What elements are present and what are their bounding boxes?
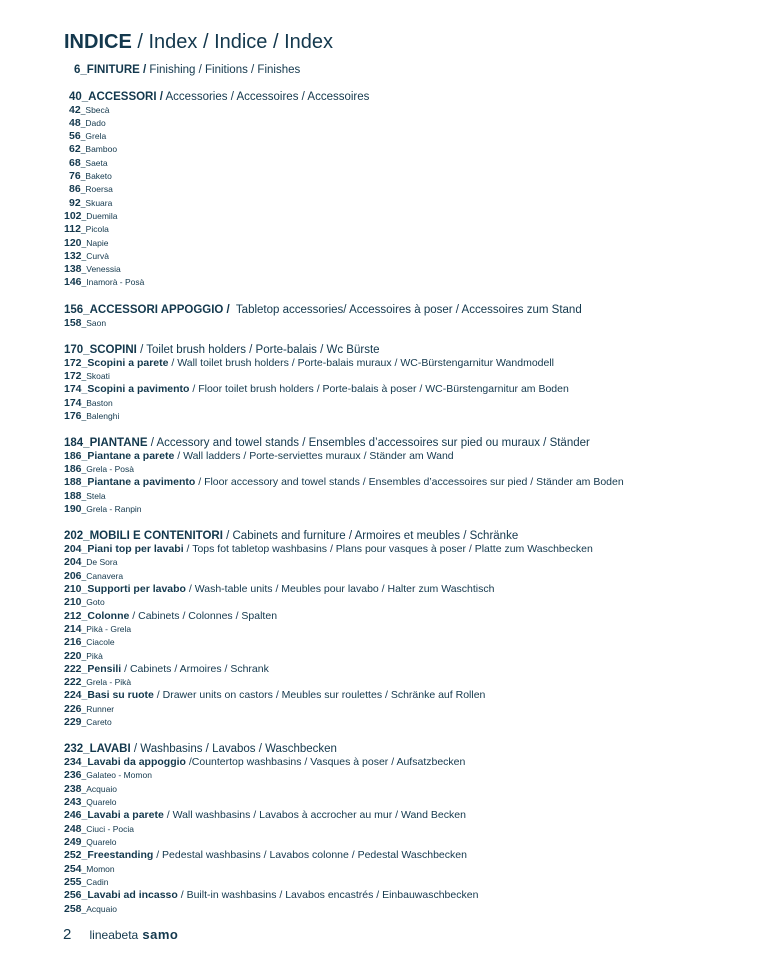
entry-number: 184_PIANTANE bbox=[64, 437, 148, 449]
entry-name: _Stela bbox=[81, 491, 106, 501]
index-entry bbox=[64, 676, 131, 689]
index-entry bbox=[69, 143, 117, 156]
entry-number: 204_Piani top per lavabi bbox=[64, 543, 184, 555]
entry-number: 62 bbox=[69, 143, 81, 155]
index-entry bbox=[64, 796, 117, 809]
entry-name: _Ciuci - Pocia bbox=[81, 824, 134, 834]
entry-number: 204 bbox=[64, 556, 82, 568]
index-entry bbox=[64, 383, 569, 396]
entry-name: _Momon bbox=[81, 864, 115, 874]
entry-name: _Runner bbox=[81, 704, 115, 714]
index-entry bbox=[64, 716, 112, 729]
index-entry bbox=[64, 703, 114, 716]
entry-number: 226 bbox=[64, 703, 82, 715]
entry-number: 174_Scopini a pavimento bbox=[64, 383, 190, 395]
entry-number: 40_ACCESSORI / bbox=[69, 91, 163, 103]
entry-name: _Acquaio bbox=[81, 904, 117, 914]
entry-name: _Duemila bbox=[81, 211, 118, 221]
entry-number: 252_Freestanding bbox=[64, 849, 154, 861]
entry-number: 42 bbox=[69, 104, 81, 116]
index-entry bbox=[64, 583, 494, 596]
entry-translation: / Washbasins / Lavabos / Waschbecken bbox=[130, 743, 337, 755]
entry-name: _Inamorà - Posà bbox=[81, 277, 145, 287]
entry-name: _Saon bbox=[81, 318, 107, 328]
entry-number: 238 bbox=[64, 783, 82, 795]
entry-translation: / Floor toilet brush holders / Porte-balais à poser / WC-Bürstengarnitur am Boden bbox=[189, 383, 569, 395]
index-entry bbox=[69, 170, 112, 183]
entry-number: 120 bbox=[64, 237, 82, 249]
index-entry bbox=[64, 663, 269, 676]
index-entry bbox=[64, 463, 134, 476]
index-entry bbox=[64, 263, 121, 276]
entry-name: _Skuara bbox=[80, 198, 113, 208]
entry-number: 172 bbox=[64, 370, 82, 382]
entry-number: 214 bbox=[64, 623, 82, 635]
entry-translation: / Wall washbasins / Lavabos à accrocher au mur / Wand Becken bbox=[163, 809, 466, 821]
index-entry bbox=[64, 450, 454, 463]
entry-number: 216 bbox=[64, 636, 82, 648]
entry-number: 174 bbox=[64, 397, 82, 409]
index-entry bbox=[69, 183, 113, 196]
entry-translation: / Wall toilet brush holders / Porte-balais muraux / WC-Bürstengarnitur Wandmodell bbox=[168, 357, 555, 369]
entry-number: 6_FINITURE / bbox=[74, 64, 147, 76]
brand-lineabeta: lineabeta bbox=[89, 928, 139, 942]
index-entry bbox=[64, 410, 119, 423]
entry-translation: Tabletop accessories/ Accessoires à poser / Accessoires zum Stand bbox=[229, 304, 582, 316]
entry-number: 229 bbox=[64, 716, 82, 728]
entry-number: 234_Lavabi da appoggio bbox=[64, 756, 186, 768]
index-entry bbox=[64, 596, 105, 609]
entry-number: 170_SCOPINI bbox=[64, 344, 137, 356]
entry-number: 86 bbox=[69, 183, 81, 195]
entry-name: _Ciacole bbox=[81, 637, 115, 647]
entry-number: 146 bbox=[64, 276, 82, 288]
index-entry bbox=[64, 610, 277, 623]
entry-name: _Goto bbox=[81, 597, 105, 607]
entry-name: _Pikà bbox=[81, 651, 103, 661]
entry-number: 48 bbox=[69, 117, 81, 129]
entry-name: _Grela - Ranpin bbox=[81, 504, 142, 514]
index-section bbox=[64, 529, 518, 543]
entry-number: 188 bbox=[64, 490, 82, 502]
entry-name: _Baketo bbox=[80, 171, 112, 181]
entry-number: 76 bbox=[69, 170, 81, 182]
entry-name: _Careto bbox=[81, 717, 112, 727]
entry-number: 176 bbox=[64, 410, 82, 422]
entry-number: 220 bbox=[64, 650, 82, 662]
index-entry bbox=[64, 210, 117, 223]
entry-translation: /Countertop washbasins / Vasques à poser / Aufsatzbecken bbox=[185, 756, 466, 768]
entry-translation: / Floor accessory and towel stands / Ensembles d’accessoires sur pied / Ständer am Boden bbox=[195, 476, 624, 488]
entry-number: 158 bbox=[64, 317, 82, 329]
index-entry bbox=[64, 783, 117, 796]
index-entry bbox=[69, 130, 106, 143]
footer bbox=[63, 925, 178, 945]
index-entry bbox=[64, 876, 108, 889]
entry-number: 222 bbox=[64, 676, 82, 688]
entry-name: _Grela bbox=[80, 131, 107, 141]
entry-number: 186_Piantane a parete bbox=[64, 450, 175, 462]
index-entry bbox=[69, 117, 106, 130]
index-entry bbox=[69, 197, 112, 210]
entry-number: 232_LAVABI bbox=[64, 743, 131, 755]
entry-number: 254 bbox=[64, 863, 82, 875]
index-entry bbox=[64, 650, 103, 663]
index-entry bbox=[64, 543, 593, 556]
entry-name: _Saeta bbox=[80, 158, 108, 168]
index-entry bbox=[64, 370, 110, 383]
index-section bbox=[64, 436, 590, 450]
index-entry bbox=[64, 836, 117, 849]
entry-translation: Accessories / Accessoires / Accessoires bbox=[162, 91, 370, 103]
entry-number: 186 bbox=[64, 463, 82, 475]
entry-number: 102 bbox=[64, 210, 82, 222]
index-entry bbox=[64, 756, 465, 769]
index-section bbox=[74, 63, 300, 77]
index-entry bbox=[64, 556, 117, 569]
entry-translation: / Tops fot tabletop washbasins / Plans pour vasques à poser / Platte zum Waschbecken bbox=[183, 543, 593, 555]
entry-name: _Balenghi bbox=[81, 411, 120, 421]
entry-number: 210_Supporti per lavabo bbox=[64, 583, 186, 595]
entry-translation: / Drawer units on castors / Meubles sur roulettes / Schränke auf Rollen bbox=[153, 689, 486, 701]
index-section bbox=[64, 742, 337, 756]
index-entry bbox=[64, 823, 134, 836]
index-entry bbox=[64, 769, 152, 782]
entry-name: _De Sora bbox=[81, 557, 118, 567]
entry-number: 246_Lavabi a parete bbox=[64, 809, 164, 821]
entry-number: 156_ACCESSORI APPOGGIO / bbox=[64, 304, 230, 316]
entry-number: 56 bbox=[69, 130, 81, 142]
entry-translation: / Toilet brush holders / Porte-balais / Wc Bürste bbox=[136, 344, 380, 356]
entry-name: _Grela - Pikà bbox=[81, 677, 132, 687]
entry-number: 258 bbox=[64, 903, 82, 915]
index-entry bbox=[64, 903, 117, 916]
entry-number: 210 bbox=[64, 596, 82, 608]
entry-name: _Venessia bbox=[81, 264, 121, 274]
entry-name: _Grela - Posà bbox=[81, 464, 134, 474]
entry-number: 222_Pensili bbox=[64, 663, 122, 675]
entry-number: 68 bbox=[69, 157, 81, 169]
brand-samo: samo bbox=[142, 927, 179, 942]
entry-number: 248 bbox=[64, 823, 82, 835]
entry-number: 224_Basi su ruote bbox=[64, 689, 154, 701]
entry-name: _Canavera bbox=[81, 571, 124, 581]
entry-number: 255 bbox=[64, 876, 82, 888]
entry-translation: / Built-in washbasins / Lavabos encastrés / Einbauwaschbecken bbox=[177, 889, 479, 901]
entry-number: 138 bbox=[64, 263, 82, 275]
index-entry bbox=[64, 223, 109, 236]
index-entry bbox=[64, 490, 106, 503]
entry-name: _Quarelo bbox=[81, 837, 117, 847]
index-entry bbox=[64, 689, 485, 702]
entry-name: _Roersa bbox=[80, 184, 113, 194]
entry-translation: / Wash-table units / Meubles pour lavabo / Halter zum Waschtisch bbox=[185, 583, 495, 595]
index-section bbox=[64, 303, 582, 317]
entry-name: _Bamboo bbox=[80, 144, 118, 154]
index-entry bbox=[64, 250, 109, 263]
index-entry bbox=[64, 237, 108, 250]
entry-number: 132 bbox=[64, 250, 82, 262]
entry-translation: / Cabinets / Colonnes / Spalten bbox=[129, 610, 278, 622]
entry-number: 188_Piantane a pavimento bbox=[64, 476, 196, 488]
index-entry bbox=[64, 476, 624, 489]
entry-number: 236 bbox=[64, 769, 82, 781]
index-entry bbox=[64, 317, 106, 330]
entry-name: _Dado bbox=[80, 118, 106, 128]
index-entry bbox=[64, 503, 142, 516]
index-entry bbox=[64, 849, 467, 862]
index-entry bbox=[64, 889, 478, 902]
entry-number: 202_MOBILI E CONTENITORI bbox=[64, 530, 223, 542]
index-entry bbox=[64, 276, 144, 289]
entry-translation: / Accessory and towel stands / Ensembles d’accessoires sur pied ou muraux / Ständer bbox=[147, 437, 590, 449]
entry-name: _Acquaio bbox=[81, 784, 117, 794]
index-entry bbox=[64, 809, 466, 822]
entry-name: _Napie bbox=[81, 238, 109, 248]
index-entry bbox=[69, 157, 108, 170]
entry-name: _Skoati bbox=[81, 371, 110, 381]
index-entry bbox=[64, 397, 113, 410]
entry-translation: / Pedestal washbasins / Lavabos colonne / Pedestal Waschbecken bbox=[153, 849, 467, 861]
index-entry bbox=[64, 623, 131, 636]
index-entry bbox=[64, 357, 554, 370]
index-entry bbox=[69, 104, 110, 117]
page-title-rest: / Index / Indice / Index bbox=[131, 31, 334, 53]
entry-number: 243 bbox=[64, 796, 82, 808]
entry-name: _Quarelo bbox=[81, 797, 117, 807]
entry-number: 249 bbox=[64, 836, 82, 848]
entry-name: _Curvà bbox=[81, 251, 109, 261]
page-title-bold: INDICE bbox=[64, 31, 132, 53]
entry-translation: / Wall ladders / Porte-serviettes muraux / Ständer am Wand bbox=[174, 450, 454, 462]
index-section bbox=[69, 90, 369, 104]
entry-number: 92 bbox=[69, 197, 81, 209]
entry-name: _Cadin bbox=[81, 877, 109, 887]
entry-number: 190 bbox=[64, 503, 82, 515]
entry-number: 256_Lavabi ad incasso bbox=[64, 889, 178, 901]
index-section bbox=[64, 343, 380, 357]
entry-name: _Galateo - Momon bbox=[81, 770, 152, 780]
entry-number: 112 bbox=[64, 223, 81, 235]
entry-translation: Finishing / Finitions / Finishes bbox=[146, 64, 301, 76]
entry-number: 206 bbox=[64, 570, 82, 582]
index-entry bbox=[64, 570, 123, 583]
entry-number: 172_Scopini a parete bbox=[64, 357, 169, 369]
entry-name: _Sbecà bbox=[80, 105, 110, 115]
entry-name: _Picola bbox=[80, 224, 109, 234]
entry-name: _Pikà - Grela bbox=[81, 624, 132, 634]
entry-translation: / Cabinets and furniture / Armoires et meubles / Schränke bbox=[222, 530, 519, 542]
entry-name: _Baston bbox=[81, 398, 113, 408]
entry-number: 212_Colonne bbox=[64, 610, 130, 622]
page-number: 2 bbox=[63, 926, 72, 943]
index-entry bbox=[64, 863, 115, 876]
entry-translation: / Cabinets / Armoires / Schrank bbox=[121, 663, 269, 675]
index-entry bbox=[64, 636, 115, 649]
page-title bbox=[64, 28, 333, 56]
